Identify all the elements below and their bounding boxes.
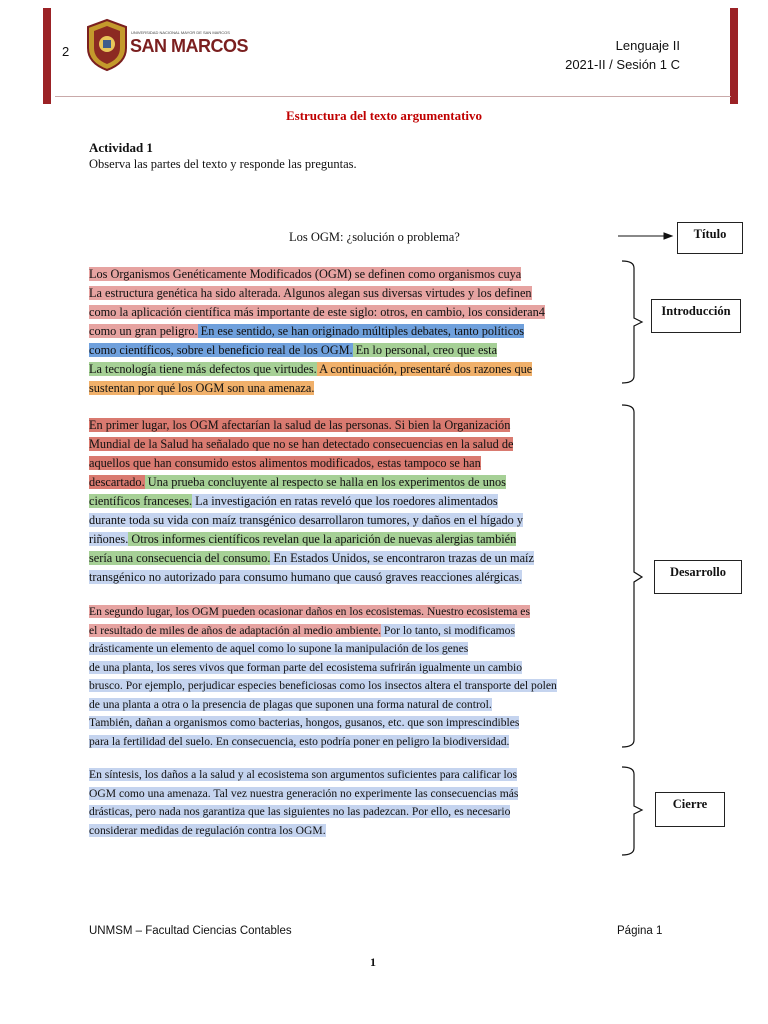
activity-instruction: Observa las partes del texto y responde las preguntas.	[89, 157, 357, 171]
title-arrow	[618, 233, 672, 239]
label-cierre: Cierre	[655, 792, 725, 827]
highlighted-segment: como científicos, sobre el beneficio real de los OGM.	[89, 343, 353, 357]
highlighted-segment: drásticamente un elemento de aquel como lo supone la manipulación de los genes	[89, 642, 469, 655]
logo-title: SAN MARCOS	[130, 36, 249, 56]
highlighted-segment: A continuación, presentaré dos razones que	[316, 362, 533, 376]
highlighted-segment: La investigación en ratas reveló que los roedores alimentados	[192, 494, 498, 508]
header-page-number: 2	[62, 44, 70, 59]
highlighted-segment: Una prueba concluyente al respecto se halla en los experimentos de unos	[144, 475, 506, 489]
highlighted-segment: transgénico no autorizado para consumo humano que causó graves reacciones alérgicas.	[89, 570, 523, 584]
logo-subtitle: UNIVERSIDAD NACIONAL MAYOR DE SAN MARCOS	[131, 30, 230, 35]
highlighted-segment: sustentan por qué los OGM son una amenaza.	[89, 381, 315, 395]
highlighted-segment: durante toda su vida con maíz transgénico desarrollaron tumores, y daños en el hígado y	[89, 513, 524, 527]
highlighted-segment: En primer lugar, los OGM afectarían la salud de las personas. Si bien la Organización	[89, 418, 511, 432]
highlighted-segment: sería una consecuencia del consumo.	[89, 551, 271, 565]
session-label: 2021-II / Sesión 1 C	[565, 57, 680, 72]
highlighted-segment: de una planta, los seres vivos que forman parte del ecosistema sufrirán igualmente un cambio	[89, 660, 523, 674]
document-title: Estructura del texto argumentativo	[285, 108, 483, 123]
course-name: Lenguaje II	[615, 38, 680, 53]
highlighted-segment: También, dañan a organismos como bacterias, hongos, gusanos, etc. que son imprescindibles	[89, 716, 520, 729]
highlighted-segment: considerar medidas de regulación contra los OGM.	[89, 823, 326, 837]
closing-bracket	[622, 767, 642, 855]
label-desarrollo: Desarrollo	[654, 560, 742, 594]
page-number-bottom: 1	[370, 955, 376, 969]
footer-page-label: Página 1	[617, 925, 663, 937]
highlighted-segment: drásticas, pero nada nos garantiza que las siguientes no las padezcan. Por ello, es necesario	[89, 805, 511, 818]
highlighted-segment: En síntesis, los daños a la salud y al ecosistema son argumentos suficientes para calificar los	[89, 768, 518, 781]
highlighted-segment: En ese sentido, se han originado múltiples debates, tanto políticos	[197, 324, 525, 338]
highlighted-segment: descartado.	[89, 475, 145, 489]
footer-institution: UNMSM – Facultad Ciencias Contables	[89, 925, 292, 937]
highlighted-segment: científicos franceses.	[89, 494, 193, 508]
highlighted-segment: aquellos que han consumido estos alimentos modificados, estas tampoco se han	[89, 456, 481, 470]
highlighted-segment: OGM como una amenaza. Tal vez nuestra generación no experimente las consecuencias más	[89, 786, 519, 800]
intro-bracket	[622, 261, 642, 383]
label-introduccion: Introducción	[651, 299, 741, 333]
highlighted-segment: En segundo lugar, los OGM pueden ocasionar daños en los ecosistemas. Nuestro ecosistema es	[89, 605, 530, 618]
highlighted-segment: Por lo tanto, si modificamos	[381, 623, 515, 637]
highlighted-segment: En Estados Unidos, se encontraron trazas de un maíz	[270, 551, 534, 565]
highlighted-segment: como la aplicación científica más importante de este siglo: otros, en cambio, los consideran4	[89, 305, 545, 319]
label-titulo: Título	[677, 222, 743, 254]
highlighted-segment: Otros informes científicos revelan que la aparición de nuevas alergias también	[128, 532, 517, 546]
highlighted-segment: para la fertilidad del suelo. En consecuencia, esto podría poner en peligro la biodiversidad.	[89, 734, 510, 748]
activity-title: Actividad 1	[89, 140, 153, 155]
highlighted-segment: Los Organismos Genéticamente Modificados (OGM) se definen como organismos cuya	[89, 267, 522, 281]
development-bracket	[622, 405, 642, 747]
highlighted-segment: de una planta a otra o la presencia de plagas que suponen una forma natural de control.	[89, 697, 492, 711]
highlighted-segment: La estructura genética ha sido alterada.	[89, 286, 281, 300]
highlighted-segment: Algunos alegan sus diversas virtudes y los definen	[280, 286, 532, 300]
highlighted-segment: riñones.	[89, 532, 129, 546]
highlighted-segment: brusco. Por ejemplo, perjudicar especies beneficiosas como los insectos altera el transporte del polen	[89, 679, 557, 692]
highlighted-segment: como un gran peligro.	[89, 324, 198, 338]
highlighted-segment: Mundial de la Salud ha señalado que no se han detectado consecuencias en la salud de	[89, 437, 514, 451]
argumentative-text-title: Los OGM: ¿solución o problema?	[289, 230, 460, 244]
highlighted-segment: En lo personal, creo que esta	[352, 343, 498, 357]
highlighted-segment: el resultado de miles de años de adaptación al medio ambiente.	[89, 623, 381, 637]
highlighted-segment: La tecnología tiene más defectos que virtudes.	[89, 362, 317, 376]
